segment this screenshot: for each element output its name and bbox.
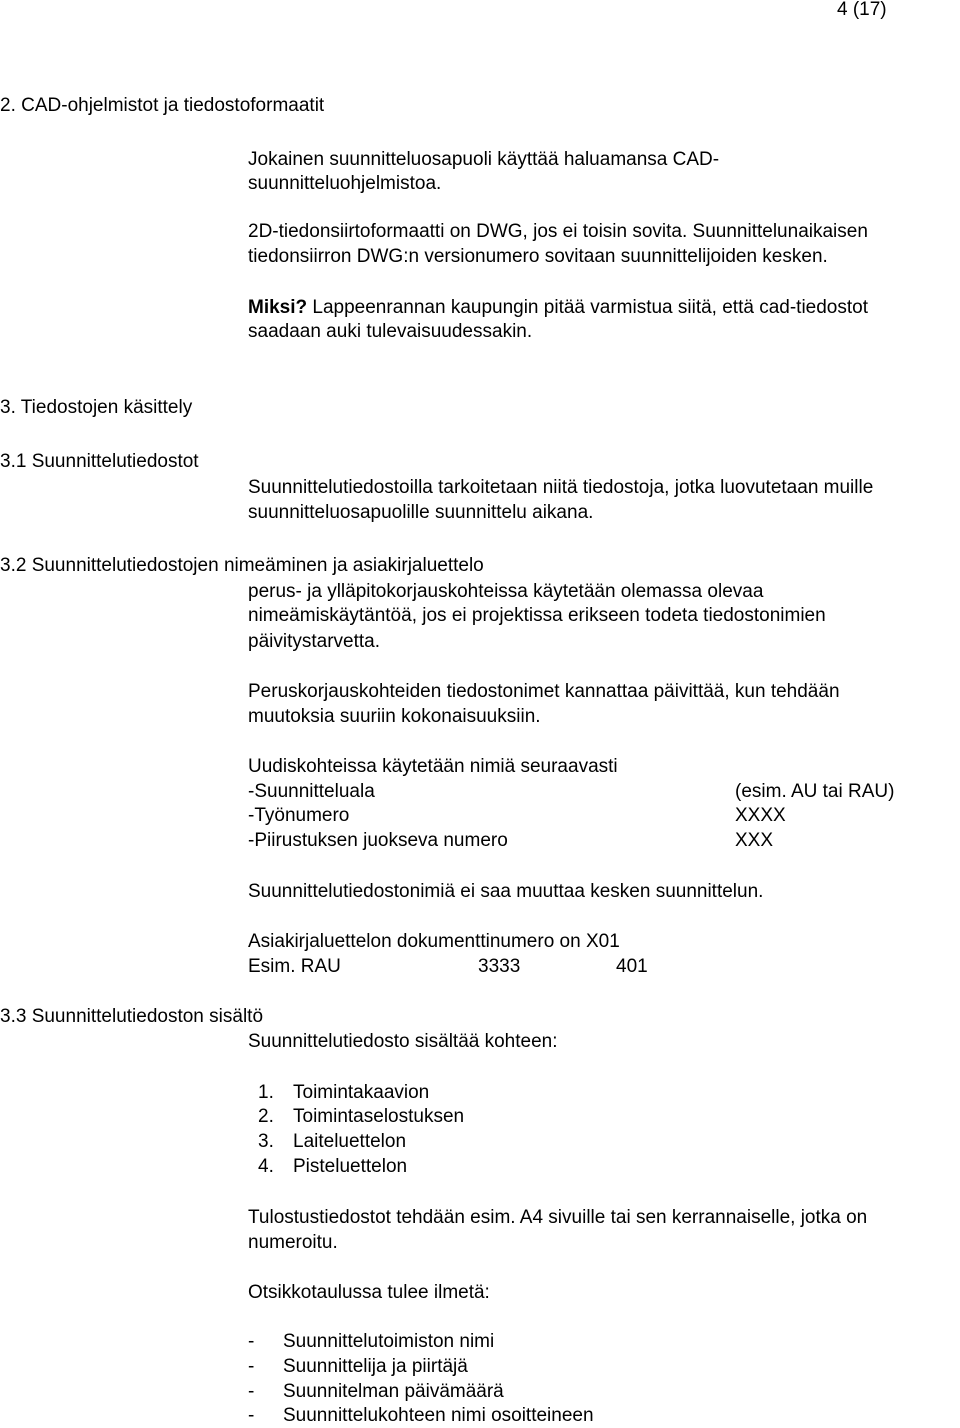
list-item: Laiteluettelon <box>293 1131 407 1152</box>
naming-row-value: XXX <box>735 830 774 851</box>
s33-intro: Suunnittelutiedosto sisältää kohteen: <box>248 1031 558 1052</box>
example-label: Esim. RAU <box>248 956 341 977</box>
miksi-label: Miksi? <box>248 297 308 318</box>
s32-paragraph-1-line-3: päivitystarvetta. <box>248 631 380 652</box>
naming-intro: Uudiskohteissa käytetään nimiä seuraavasti <box>248 756 618 777</box>
list-item: Toimintaselostuksen <box>293 1106 465 1127</box>
list-item: Toimintakaavion <box>293 1082 430 1103</box>
s32-paragraph-4: Asiakirjaluettelon dokumenttinumero on X01 <box>248 931 620 952</box>
s2-paragraph-1-line-1: Jokainen suunnitteluosapuoli käyttää haluamansa CAD- <box>248 149 720 170</box>
s32-paragraph-2-line-2: muutoksia suuriin kokonaisuuksiin. <box>248 706 541 727</box>
naming-row-label: -Suunnitteluala <box>248 781 375 802</box>
title-block-item: Suunnittelija ja piirtäjä <box>283 1356 468 1377</box>
s33-print-line-1: Tulostustiedostot tehdään esim. A4 sivuille tai sen kerrannaiselle, jotka on <box>248 1207 868 1228</box>
dash-bullet: - <box>248 1381 255 1402</box>
heading-section-3-2: 3.2 Suunnittelutiedostojen nimeäminen ja asiakirjaluettelo <box>0 555 484 576</box>
page-number: 4 (17) <box>837 0 887 20</box>
naming-row-value: XXXX <box>735 805 786 826</box>
s31-paragraph-line-1: Suunnittelutiedostoilla tarkoitetaan niitä tiedostoja, jotka luovutetaan muille <box>248 477 874 498</box>
example-drawing-number: 401 <box>616 956 648 977</box>
heading-section-3: 3. Tiedostojen käsittely <box>0 397 193 418</box>
heading-section-3-3: 3.3 Suunnittelutiedoston sisältö <box>0 1006 264 1027</box>
list-item-number: 4. <box>258 1156 274 1177</box>
heading-section-2: 2. CAD-ohjelmistot ja tiedostoformaatit <box>0 95 325 116</box>
example-work-number: 3333 <box>478 956 521 977</box>
s2-paragraph-3-line-1 <box>248 296 868 320</box>
dash-bullet: - <box>248 1331 255 1352</box>
title-block-item: Suunnitelman päivämäärä <box>283 1381 504 1402</box>
s31-paragraph-line-2: suunnitteluosapuolille suunnittelu aikana. <box>248 502 594 523</box>
s33-print-line-2: numeroitu. <box>248 1232 338 1253</box>
s2-paragraph-3-line-2: saadaan auki tulevaisuudessakin. <box>248 321 533 342</box>
list-item: Pisteluettelon <box>293 1156 408 1177</box>
s32-paragraph-3: Suunnittelutiedostonimiä ei saa muuttaa kesken suunnittelun. <box>248 881 764 902</box>
title-block-intro: Otsikkotaulussa tulee ilmetä: <box>248 1282 490 1303</box>
dash-bullet: - <box>248 1405 255 1426</box>
title-block-item: Suunnittelukohteen nimi osoitteineen <box>283 1405 594 1426</box>
s2-paragraph-3-text: Lappeenrannan kaupungin pitää varmistua siitä, että cad-tiedostot <box>307 297 868 318</box>
s32-paragraph-1-line-2: nimeämiskäytäntöä, jos ei projektissa erikseen todeta tiedostonimien <box>248 605 826 626</box>
s2-paragraph-1-line-2: suunnitteluohjelmistoa. <box>248 173 442 194</box>
naming-row-label: -Työnumero <box>248 805 350 826</box>
list-item-number: 3. <box>258 1131 274 1152</box>
dash-bullet: - <box>248 1356 255 1377</box>
s32-paragraph-2-line-1: Peruskorjauskohteiden tiedostonimet kannattaa päivittää, kun tehdään <box>248 681 840 702</box>
naming-row-label: -Piirustuksen juokseva numero <box>248 830 508 851</box>
list-item-number: 1. <box>258 1082 274 1103</box>
heading-section-3-1: 3.1 Suunnittelutiedostot <box>0 451 199 472</box>
list-item-number: 2. <box>258 1106 274 1127</box>
s2-paragraph-2-line-1: 2D-tiedonsiirtoformaatti on DWG, jos ei toisin sovita. Suunnittelunaikaisen <box>248 221 868 242</box>
s32-paragraph-1-line-1: perus- ja ylläpitokorjauskohteissa käytetään olemassa olevaa <box>248 581 764 602</box>
s2-paragraph-2-line-2: tiedonsiirron DWG:n versionumero sovitaan suunnittelijoiden kesken. <box>248 246 828 267</box>
naming-row-value: (esim. AU tai RAU) <box>735 781 895 802</box>
title-block-item: Suunnittelutoimiston nimi <box>283 1331 495 1352</box>
